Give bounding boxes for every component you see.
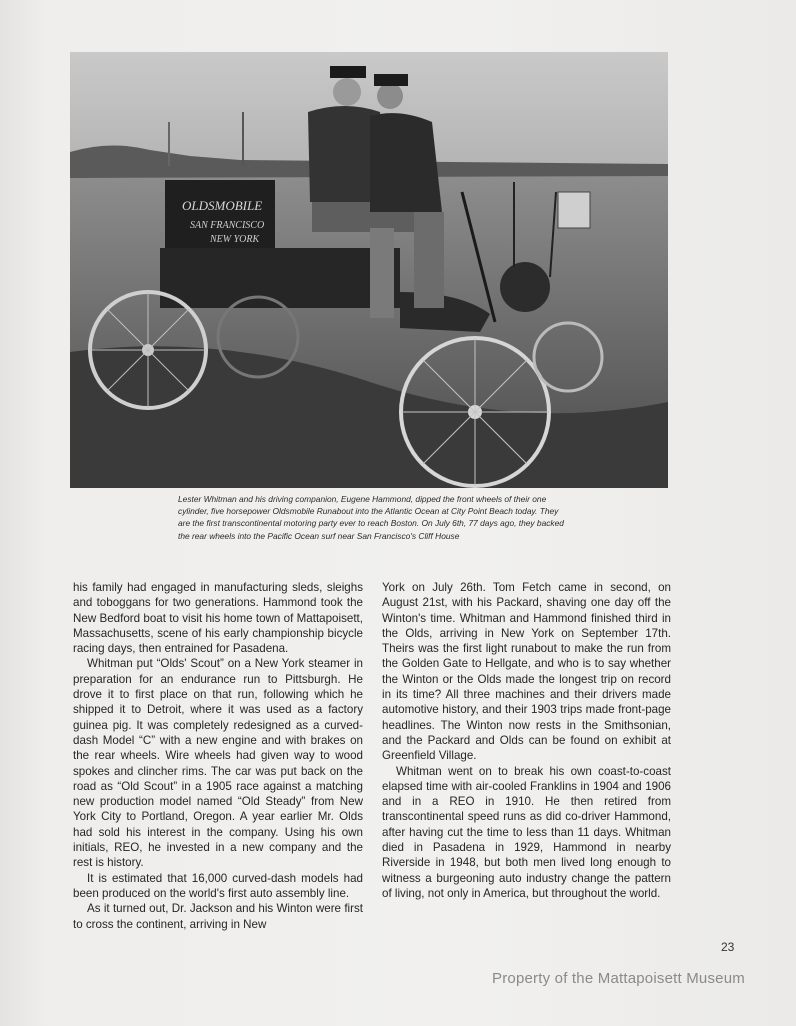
photo-caption <box>178 493 570 542</box>
svg-text:SAN FRANCISCO: SAN FRANCISCO <box>190 220 265 231</box>
paragraph: Whitman went on to break his own coast-to-coast elapsed time with air-cooled Franklins in 1904 and 1906 and in a REO in 1910. He then retired from transcontinental speed runs as did co-driver Hammond, after having cut the time to less than 11 days. Whitman died in Pasadena in 1929, Hammond in nearby Riverside in 1948, but both men lived long enough to witness a burgeoning auto industry change the pattern of living, not only in America, but throughout the world. <box>382 764 671 900</box>
right-text-column <box>382 580 671 901</box>
svg-text:OLDSMOBILE: OLDSMOBILE <box>182 198 263 213</box>
historic-photograph <box>70 52 668 488</box>
paragraph: his family had engaged in manufacturing sleds, sleighs and toboggans for two generations. Hammond took the New Bedford boat to visit his home town of Mattapoisett, Massachusetts, scene of his early championship bicycle racing days, then entrained for Pasadena. <box>73 581 363 656</box>
museum-watermark: Property of the Mattapoisett Museum <box>492 970 745 987</box>
left-text-column <box>73 580 363 932</box>
antique-car-photo-icon <box>70 52 668 488</box>
caption-text: Lester Whitman and his driving companion, Eugene Hammond, dipped the front wheels of their one cylinder, five horsepower Oldsmobile Runabout into the Atlantic Ocean at City Point Beach today. They are the first transcontinental motoring party ever to reach Boston. On July 6th, 77 days ago, they backed the rear wheels into the Pacific Ocean surf near San Francisco's Cliff House <box>178 494 564 541</box>
paragraph: Whitman put “Olds' Scout” on a New York steamer in preparation for an endurance run to Pittsburgh. He drove it to first place on that run, following which he shipped it to Detroit, where it was used as a factory guinea pig. It was completely redesigned as a curved-dash Model “C” with a new engine and with brakes on the rear wheels. Wire wheels had given way to wood spokes and clincher rims. The car was put back on the road as “Old Scout” in a 1905 race against a matching new production model named “Old Steady” from New York City to Portland, Oregon. A year earlier Mr. Olds had sold his interest in the company. Using his own initials, REO, he invested in a new company and the rest is history. <box>73 657 363 870</box>
paragraph: As it turned out, Dr. Jackson and his Winton were first to cross the continent, arriving in New <box>73 902 363 931</box>
paragraph: It is estimated that 16,000 curved-dash models had been produced on the world's first auto assembly line. <box>73 871 363 900</box>
paragraph: York on July 26th. Tom Fetch came in second, on August 21st, with his Packard, shaving one day off the Winton's time. Whitman and Hammond finished third in the Olds, arriving in New York on September 17th. Theirs was the first light runabout to make the run from the Golden Gate to Hellgate, and who is to say whether the Winton or the Olds made the longest trip on record in its time? All three machines and their drivers made automotive history, and their 1903 trips made front-page headlines. The Winton now rests in the Smithsonian, and the Packard and Olds can be found on exhibit at Greenfield Village. <box>382 581 671 763</box>
page-number: 23 <box>721 940 735 954</box>
svg-text:NEW YORK: NEW YORK <box>210 234 260 245</box>
